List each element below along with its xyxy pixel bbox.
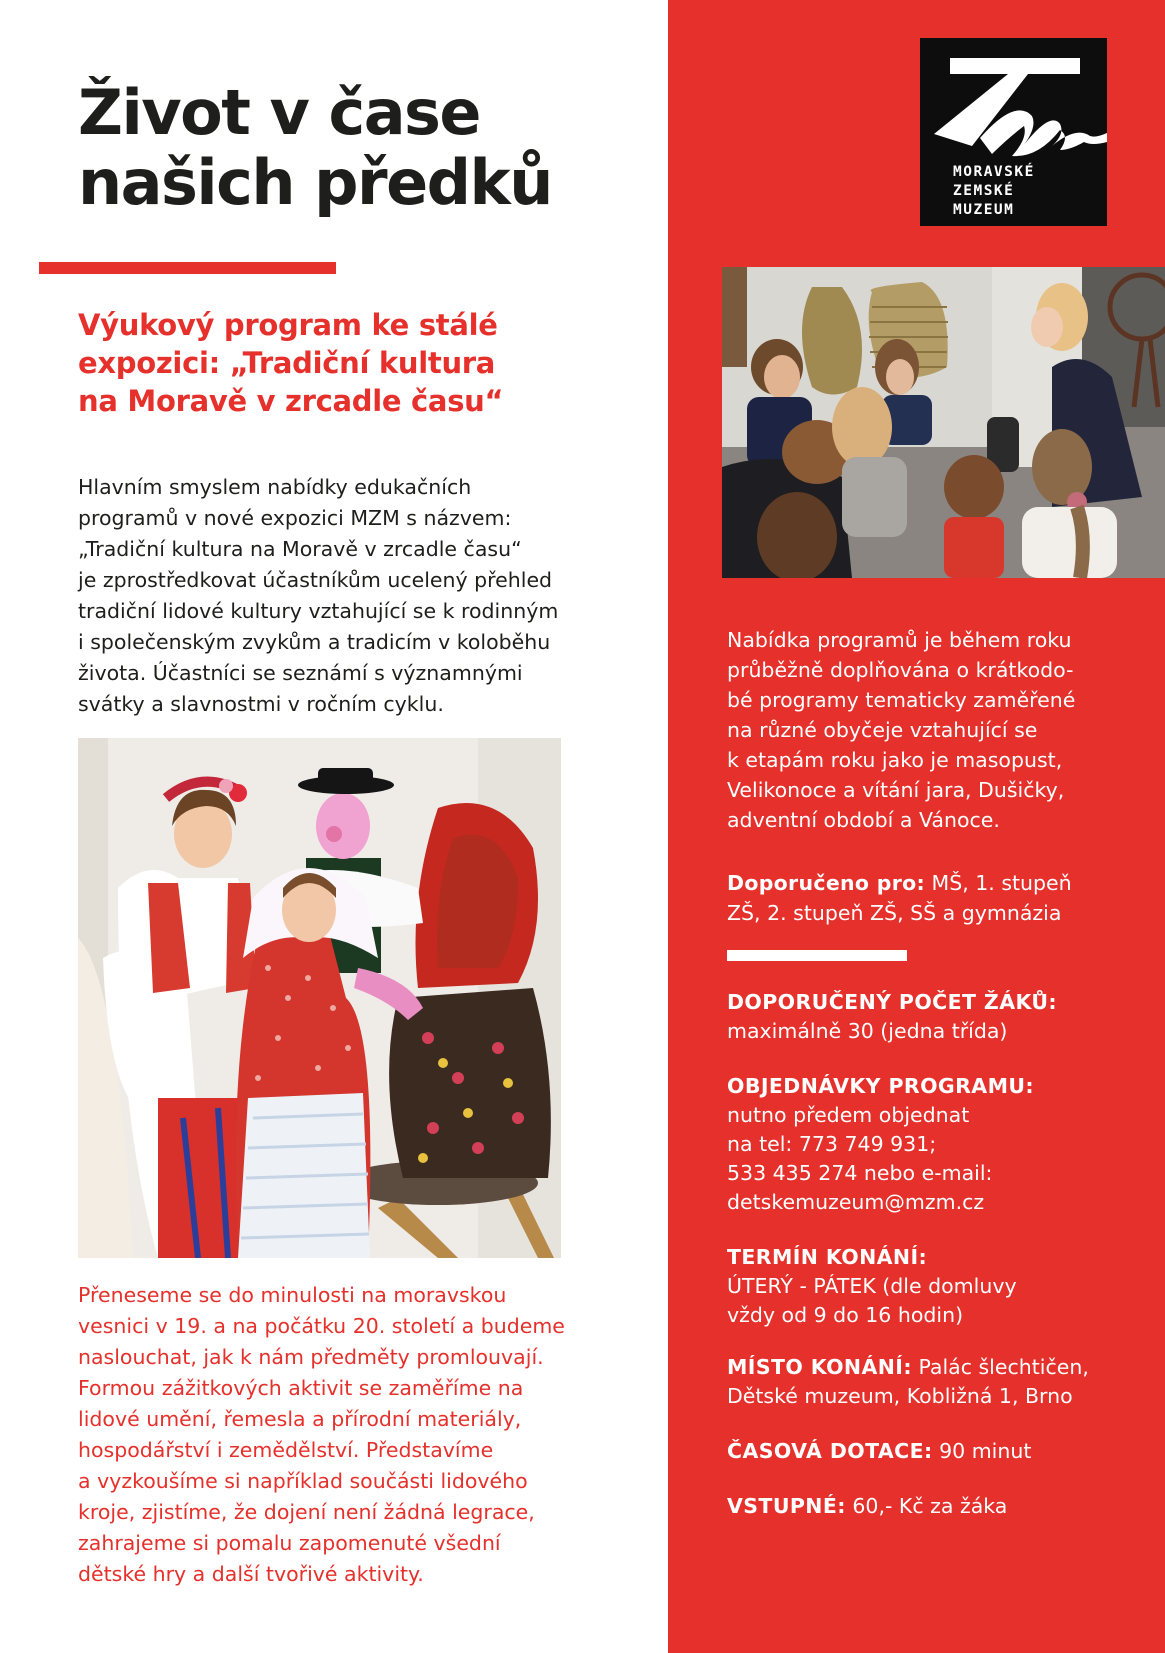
title-underline-rule — [39, 262, 336, 274]
intro-line: programů v nové expozici MZM s názvem: — [78, 506, 512, 530]
offer-line: k etapám roku jako je masopust, — [727, 748, 1063, 772]
closing-line: hospodářství i zemědělství. Představíme — [78, 1438, 494, 1462]
program-description-paragraph — [78, 1280, 648, 1590]
info-duration — [727, 1437, 1157, 1466]
section-divider-rule — [727, 950, 907, 961]
closing-line: naslouchat, jak k nám předměty promlouvají. — [78, 1345, 544, 1369]
info-value: Palác šlechtičen, — [911, 1355, 1089, 1379]
closing-line: vesnici v 19. a na počátku 20. století a budeme — [78, 1314, 565, 1338]
info-label: TERMÍN KONÁNÍ: — [727, 1245, 928, 1269]
info-value: nutno předem objednat — [727, 1103, 970, 1127]
closing-line: Přeneseme se do minulosti na moravskou — [78, 1283, 507, 1307]
closing-line: kroje, zjistíme, že dojení není žádná legrace, — [78, 1500, 535, 1524]
recommended-line: ZŠ, 2. stupeň ZŠ, SŠ a gymnázia — [727, 901, 1062, 925]
intro-line: Hlavním smyslem nabídky edukačních — [78, 475, 472, 499]
info-value: Dětské muzeum, Kobližná 1, Brno — [727, 1384, 1073, 1408]
info-value: maximálně 30 (jedna třída) — [727, 1019, 1008, 1043]
intro-line: tradiční lidové kultury vztahující se k rodinným — [78, 599, 559, 623]
offer-line: adventní období a Vánoce. — [727, 808, 1000, 832]
costumes-photo-illustration — [78, 738, 561, 1258]
costumes-photo — [78, 738, 561, 1258]
intro-line: svátky a slavnostmi v ročním cyklu. — [78, 692, 444, 716]
recommended-for — [727, 868, 1157, 928]
info-admission-fee — [727, 1492, 1157, 1521]
logo-line: MUZEUM — [953, 202, 1015, 218]
info-label: DOPORUČENÝ POČET ŽÁKŮ: — [727, 990, 1058, 1014]
recommended-label: Doporučeno pro: — [727, 871, 925, 895]
closing-line: lidové umění, řemesla a přírodní materiály, — [78, 1407, 522, 1431]
recommended-line — [727, 868, 1157, 898]
subheading-line: Výukový program ke stálé — [78, 308, 498, 342]
museum-logo — [920, 38, 1107, 226]
info-ordering — [727, 1072, 1157, 1217]
mzm-logo-mark-icon — [920, 38, 1107, 168]
phone-number-line: 533 435 274 nebo e-mail: — [727, 1161, 993, 1185]
closing-line: Formou zážitkových aktivit se zaměříme na — [78, 1376, 524, 1400]
page-title — [78, 78, 658, 218]
title-line: našich předků — [78, 146, 552, 219]
subheading-line: na Moravě v zrcadle času“ — [78, 384, 504, 418]
info-student-count — [727, 988, 1157, 1046]
subheading-line: expozici: „Tradiční kultura — [78, 346, 496, 380]
offer-line: průběžně doplňována o krátkodo- — [727, 658, 1074, 682]
closing-line: a vyzkoušíme si například součásti lidového — [78, 1469, 528, 1493]
logo-line: MORAVSKÉ — [953, 164, 1035, 180]
info-label: OBJEDNÁVKY PROGRAMU: — [727, 1074, 1035, 1098]
logo-wordmark — [953, 163, 1035, 220]
info-line — [727, 1353, 1157, 1382]
offer-line: Nabídka programů je během roku — [727, 628, 1072, 652]
recommended-value: MŠ, 1. stupeň — [925, 871, 1072, 895]
phone-number-line: na tel: 773 749 931; — [727, 1132, 937, 1156]
email-address[interactable]: detskemuzeum@mzm.cz — [727, 1190, 985, 1214]
museum-workshop-photo — [722, 267, 1165, 578]
title-line: Život v čase — [78, 76, 480, 149]
info-label: ČASOVÁ DOTACE: — [727, 1439, 933, 1463]
offer-paragraph — [727, 625, 1157, 835]
info-location — [727, 1353, 1157, 1411]
intro-line: „Tradiční kultura na Moravě v zrcadle času“ — [78, 537, 522, 561]
info-value: vždy od 9 do 16 hodin) — [727, 1303, 964, 1327]
info-value: ÚTERÝ - PÁTEK (dle domluvy — [727, 1274, 1017, 1298]
offer-line: na různé obyčeje vztahující se — [727, 718, 1038, 742]
intro-paragraph — [78, 472, 638, 720]
intro-line: je zprostředkovat účastníkům ucelený přehled — [78, 568, 553, 592]
intro-line: života. Účastníci se seznámí s významnými — [78, 661, 523, 685]
closing-line: zahrajeme si pomalu zapomenuté všední — [78, 1531, 501, 1555]
logo-line: ZEMSKÉ — [953, 183, 1015, 199]
info-label: VSTUPNÉ: — [727, 1494, 846, 1518]
info-value: 60,- Kč za žáka — [845, 1494, 1008, 1518]
museum-photo-illustration — [722, 267, 1165, 578]
info-label: MÍSTO KONÁNÍ: — [727, 1355, 912, 1379]
info-value: 90 minut — [932, 1439, 1032, 1463]
program-subheading — [78, 306, 638, 420]
offer-line: Velikonoce a vítání jara, Dušičky, — [727, 778, 1065, 802]
info-schedule — [727, 1243, 1157, 1330]
offer-line: bé programy tematicky zaměřené — [727, 688, 1076, 712]
closing-line: dětské hry a další tvořivé aktivity. — [78, 1562, 424, 1586]
intro-line: i společenským zvykům a tradicím v koloběhu — [78, 630, 551, 654]
